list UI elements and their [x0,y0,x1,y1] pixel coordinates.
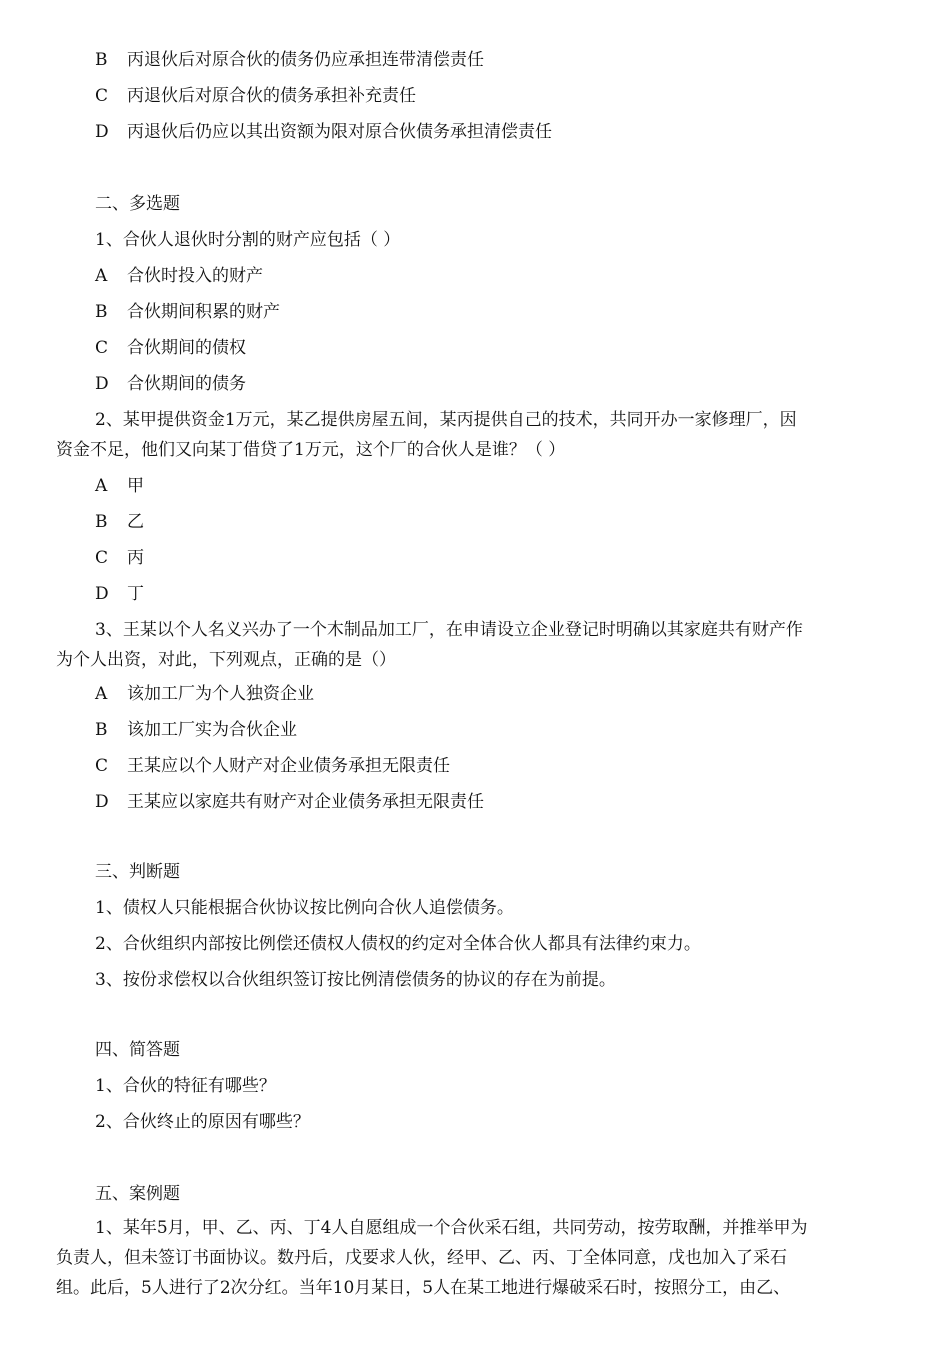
q2-option-C [95,547,144,569]
q3-option-B [95,719,297,741]
judge-item-3: 3、按份求偿权以合伙组织签订按比例清偿债务的协议的存在为前提。 [95,970,616,990]
case-paragraph-line2: 负责人，但未签订书面协议。数丹后，戊要求人伙，经甲、乙、丙、丁全体同意，戊也加入了采石 [56,1248,787,1268]
option-letter: A [95,476,108,496]
judge-item-2: 2、合伙组织内部按比例偿还债权人债权的约定对全体合伙人都具有法律约束力。 [95,934,701,954]
option-letter: C [95,338,109,358]
option-letter: C [95,548,109,568]
option-text: 丙退伙后仍应以其出资额为限对原合伙债务承担清偿责任 [127,122,552,142]
q2-option-D [95,583,144,605]
option-text: 乙 [127,512,144,532]
option-letter: B [95,512,108,532]
option-text: 丙退伙后对原合伙的债务承担补充责任 [127,86,416,106]
option-D [95,121,552,143]
option-text: 丁 [127,584,144,604]
section-heading-case: 五、案例题 [95,1184,180,1204]
option-letter: B [95,302,108,322]
q1-option-A [95,265,263,287]
option-letter: A [95,684,108,704]
option-letter: C [95,86,109,106]
q3-option-C [95,755,450,777]
q1-option-B [95,301,280,323]
option-C [95,85,416,107]
q2-option-A [95,475,144,497]
option-text: 合伙期间的债务 [127,374,246,394]
q3-option-A [95,683,314,705]
option-letter: A [95,266,108,286]
option-text: 合伙时投入的财产 [127,266,263,286]
option-text: 该加工厂实为合伙企业 [127,720,297,740]
q2-option-B [95,511,144,533]
option-text: 该加工厂为个人独资企业 [127,684,314,704]
question-2-stem-line1: 2、某甲提供资金1万元，某乙提供房屋五间，某丙提供自己的技术，共同开办一家修理厂，因 [95,410,797,430]
option-text: 甲 [127,476,144,496]
option-letter: D [95,792,109,812]
question-3-stem-line2: 为个人出资，对此，下列观点，正确的是（） [56,650,396,670]
section-heading-short: 四、简答题 [95,1040,180,1060]
option-text: 丙 [127,548,144,568]
option-text: 合伙期间的债权 [127,338,246,358]
q1-option-C [95,337,246,359]
option-text: 王某应以家庭共有财产对企业债务承担无限责任 [127,792,484,812]
option-text: 王某应以个人财产对企业债务承担无限责任 [127,756,450,776]
q1-option-D [95,373,246,395]
option-letter: B [95,50,108,70]
option-letter: B [95,720,108,740]
short-item-1: 1、合伙的特征有哪些？ [95,1076,276,1096]
short-item-2: 2、合伙终止的原因有哪些？ [95,1112,310,1132]
question-3-stem-line1: 3、王某以个人名义兴办了一个木制品加工厂，在申请设立企业登记时明确以其家庭共有财产作 [95,620,803,640]
case-paragraph-line3: 组。此后，5人进行了2次分红。当年10月某日，5人在某工地进行爆破采石时，按照分工，由乙、 [56,1278,791,1298]
q3-option-D [95,791,484,813]
case-paragraph-line1: 1、某年5月，甲、乙、丙、丁4人自愿组成一个合伙采石组，共同劳动，按劳取酬，并推举甲为 [95,1218,808,1238]
option-B [95,49,484,71]
question-1-stem: 1、合伙人退伙时分割的财产应包括（ ） [95,230,401,250]
option-letter: C [95,756,109,776]
option-text: 合伙期间积累的财产 [127,302,280,322]
section-heading-multi: 二、多选题 [95,194,180,214]
option-letter: D [95,374,109,394]
section-heading-judge: 三、判断题 [95,862,180,882]
question-2-stem-line2: 资金不足，他们又向某丁借贷了1万元，这个厂的合伙人是谁？（ ） [56,440,566,460]
option-text: 丙退伙后对原合伙的债务仍应承担连带清偿责任 [127,50,484,70]
option-letter: D [95,584,109,604]
judge-item-1: 1、债权人只能根据合伙协议按比例向合伙人追偿债务。 [95,898,514,918]
option-letter: D [95,122,109,142]
